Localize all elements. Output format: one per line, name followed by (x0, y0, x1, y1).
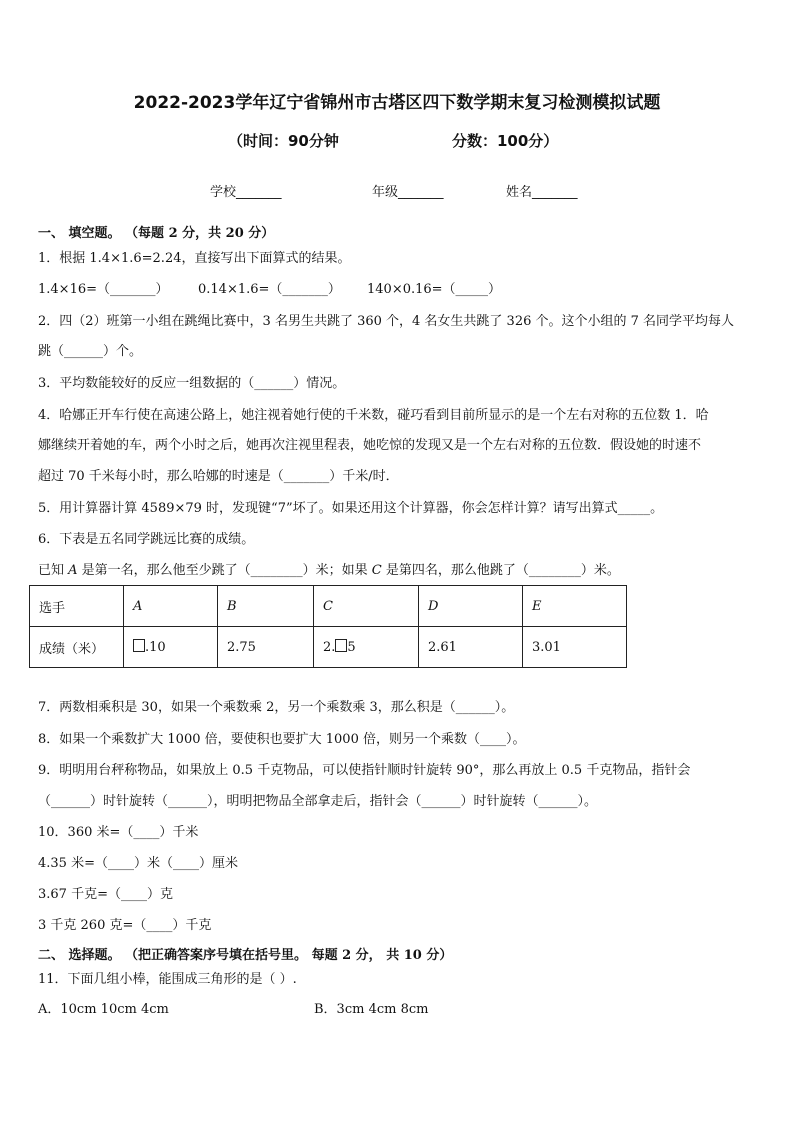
table-player: E (523, 586, 627, 627)
table-player: B (218, 586, 314, 627)
question-11: 11．下面几组小棒，能围成三角形的是（ ）. (38, 972, 297, 987)
question-10-line-2: 4.35 米=（____）米（____）厘米 (38, 856, 238, 871)
question-4-line-3: 超过 70 千米每小时，那么哈娜的时速是（_______）千米/时． (38, 469, 399, 484)
question-7: 7．两数相乘积是 30，如果一个乘数乘 2，另一个乘数乘 3，那么积是（______）。 (38, 700, 515, 715)
question-5: 5．用计算器计算 4589×79 时，发现键“7”坏了。如果还用这个计算器，你会怎样计算？请写出算式_____。 (38, 501, 664, 516)
q6-text-2: 是第一名，那么他至少跳了（________）米；如果 (77, 563, 372, 578)
question-8: 8．如果一个乘数扩大 1000 倍，要使积也要扩大 1000 倍，则另一个乘数（____）。 (38, 732, 526, 747)
table-player: C (314, 586, 419, 627)
name-field: 姓名_______ (506, 185, 578, 200)
question-10-line-1: 10．360 米=（____）千米 (38, 825, 199, 840)
question-1a: 1.4×16=（_______） (38, 282, 169, 297)
question-10-line-4: 3 千克 260 克=（____）千克 (38, 918, 212, 933)
score-c-suffix: 5 (347, 640, 356, 655)
table-player: D (419, 586, 523, 627)
question-1b: 0.14×1.6=（_______） (198, 282, 341, 297)
question-1: 1．根据 1.4×1.6=2.24，直接写出下面算式的结果。 (38, 251, 351, 266)
score-a-suffix: .10 (145, 640, 166, 655)
question-2-line-1: 2．四（2）班第一小组在跳绳比赛中，3 名男生共跳了 360 个，4 名女生共跳了 326 个。这个小组的 7 名同学平均每人 (38, 314, 735, 329)
table-header-label: 选手 (30, 586, 124, 627)
table-score-a (124, 627, 218, 668)
question-4-line-2: 娜继续开着她的车，两个小时之后，她再次注视里程表，她吃惊的发现又是一个左右对称的五位数．假设她的时速不 (38, 438, 702, 453)
question-9-line-1: 9．明明用台秤称物品，如果放上 0.5 千克物品，可以使指针顺时针旋转 90°，那么再放上 0.5 千克物品，指针会 (38, 763, 691, 778)
question-3: 3．平均数能较好的反应一组数据的（______）情况。 (38, 376, 346, 391)
question-11-option-a: A．10cm 10cm 4cm (38, 1002, 169, 1017)
score-c-prefix: 2. (323, 640, 336, 655)
question-11-option-b: B．3cm 4cm 8cm (314, 1002, 429, 1017)
q6-player-c: C (371, 563, 382, 578)
exam-time: （时间：90分钟 (228, 132, 339, 150)
school-field: 学校_______ (210, 185, 282, 200)
q6-player-a: A (68, 563, 78, 578)
question-1c: 140×0.16=（_____） (367, 282, 502, 297)
question-4-line-1: 4．哈娜正开车行使在高速公路上，她注视着她行使的千米数，碰巧看到目前所显示的是一个左右对称的五位数 1．哈 (38, 408, 709, 423)
q6-text-3: 是第四名，那么他跳了（________）米。 (381, 563, 620, 578)
q6-text-1: 已知 (38, 563, 69, 578)
page-title: 2022-2023学年辽宁省锦州市古塔区四下数学期末复习检测模拟试题 (133, 93, 661, 113)
section-2-heading: 二、 选择题。 （把正确答案序号填在括号里。 每题 2 分， 共 10 分） (38, 948, 453, 963)
section-1-heading: 一、 填空题。 （每题 2 分，共 20 分） (38, 226, 275, 241)
table-score-e: 3.01 (523, 627, 627, 668)
table-score-d: 2.61 (419, 627, 523, 668)
question-6-sub (38, 562, 620, 580)
score-table (29, 585, 627, 668)
question-10-line-3: 3.67 千克=（____）克 (38, 887, 173, 902)
table-row (30, 627, 627, 668)
question-9-line-2: （______）时针旋转（______），明明把物品全部拿走后，指针会（______）时针旋转（______）。 (38, 794, 598, 809)
table-score-c (314, 627, 419, 668)
table-row (30, 586, 627, 627)
exam-score: 分数：100分） (452, 132, 559, 150)
table-row-label: 成绩（米） (30, 627, 124, 668)
table-player: A (124, 586, 218, 627)
blank-box-icon (335, 639, 347, 652)
question-6: 6．下表是五名同学跳远比赛的成绩。 (38, 532, 255, 547)
grade-field: 年级_______ (372, 185, 444, 200)
table-score-b: 2.75 (218, 627, 314, 668)
blank-box-icon (133, 639, 145, 652)
question-2-line-2: 跳（______）个。 (38, 344, 143, 359)
